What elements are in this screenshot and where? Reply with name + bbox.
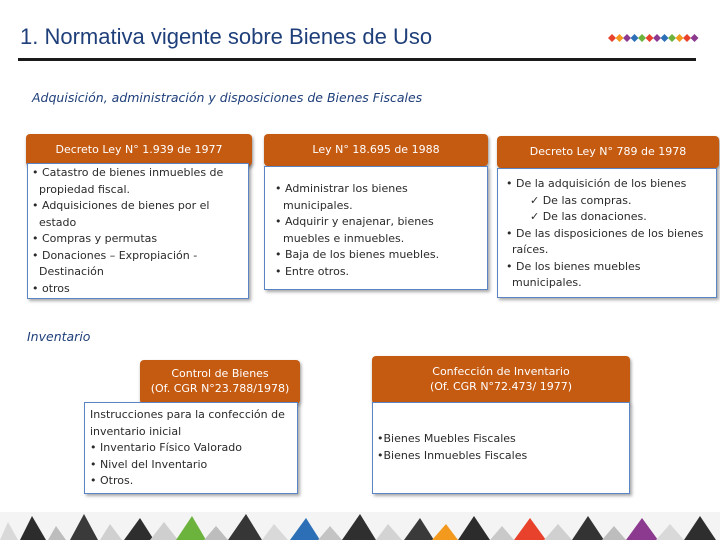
list-item: inventario inicial [90,424,182,438]
logo-diamond [646,34,654,42]
box-decreto-1939 [27,163,249,299]
logo-diamond [683,34,691,42]
list-item: ✓ De las donaciones. [530,210,647,223]
list-item: • Catastro de bienes inmuebles de [32,166,224,179]
list-item: raíces. [512,243,549,256]
logo-diamond [668,34,676,42]
header-inventory-title: Confección de Inventario [432,365,570,379]
list-item: • Otros. [90,474,134,487]
list-item: ✓ De las compras. [530,193,632,207]
list-item: • Compras y permutas [32,232,158,245]
logo-diamond [623,34,631,42]
header-inventory-ref: (Of. CGR N°72.473/ 1977) [429,380,573,393]
header-control-ref: (Of. CGR N°23.788/1978) [150,382,290,395]
logo-diamond [661,34,669,42]
list-item: Destinación [39,265,104,278]
list-item: • Baja de los bienes muebles. [275,248,440,261]
list-item: municipales. [283,198,353,212]
header-decreto-789: Decreto Ley N° 789 de 1978 [497,136,719,168]
decorative-bottom-band [0,512,720,540]
logo-diamond [616,34,624,42]
logo-diamond [653,34,661,42]
list-item: muebles e inmuebles. [283,231,405,245]
list-item: • Adquisiciones de bienes por el [32,199,210,212]
logo-diamond [608,34,616,42]
list-item: •Bienes Inmuebles Fiscales [377,448,528,462]
list-item: Instrucciones para la confección de [90,408,285,421]
list-item: • De las disposiciones de los bienes [506,226,704,240]
header-confeccion-inventario [372,356,630,404]
list-item: • De los bienes muebles [506,259,641,273]
header-control-bienes [140,360,300,404]
list-item: municipales. [512,276,582,289]
list-item: propiedad fiscal. [39,182,131,196]
logo-diamond [691,34,699,42]
list-item: • Adquirir y enajenar, bienes [275,215,434,228]
list-item: • Donaciones – Expropiación - [32,248,198,262]
title-underline [18,58,696,61]
box-decreto-789 [497,168,717,298]
box-confeccion-inventario [372,402,630,494]
header-control-title: Control de Bienes [171,367,269,381]
list-item: estado [39,215,77,229]
slide-title: 1. Normativa vigente sobre Bienes de Uso [20,24,433,49]
logo-diamond [676,34,684,42]
header-ley-18695: Ley N° 18.695 de 1988 [264,134,488,166]
list-item: • otros [32,281,70,295]
inventory-section-label: Inventario [27,329,91,344]
decorative-diamonds-logo [608,30,700,46]
section-subtitle: Adquisición, administración y disposiciones de Bienes Fiscales [32,90,423,105]
list-item: • Administrar los bienes [275,182,408,195]
logo-diamond [631,34,639,42]
list-item: •Bienes Muebles Fiscales [377,432,516,445]
list-item: • Nivel del Inventario [90,457,208,471]
box-control-bienes [84,402,298,494]
list-item: • De la adquisición de los bienes [506,177,687,190]
list-item: • Inventario Físico Valorado [90,441,242,454]
list-item: • Entre otros. [275,264,350,278]
logo-diamond [638,34,646,42]
box-ley-18695 [264,166,488,290]
header-decreto-1939: Decreto Ley N° 1.939 de 1977 [26,134,252,166]
